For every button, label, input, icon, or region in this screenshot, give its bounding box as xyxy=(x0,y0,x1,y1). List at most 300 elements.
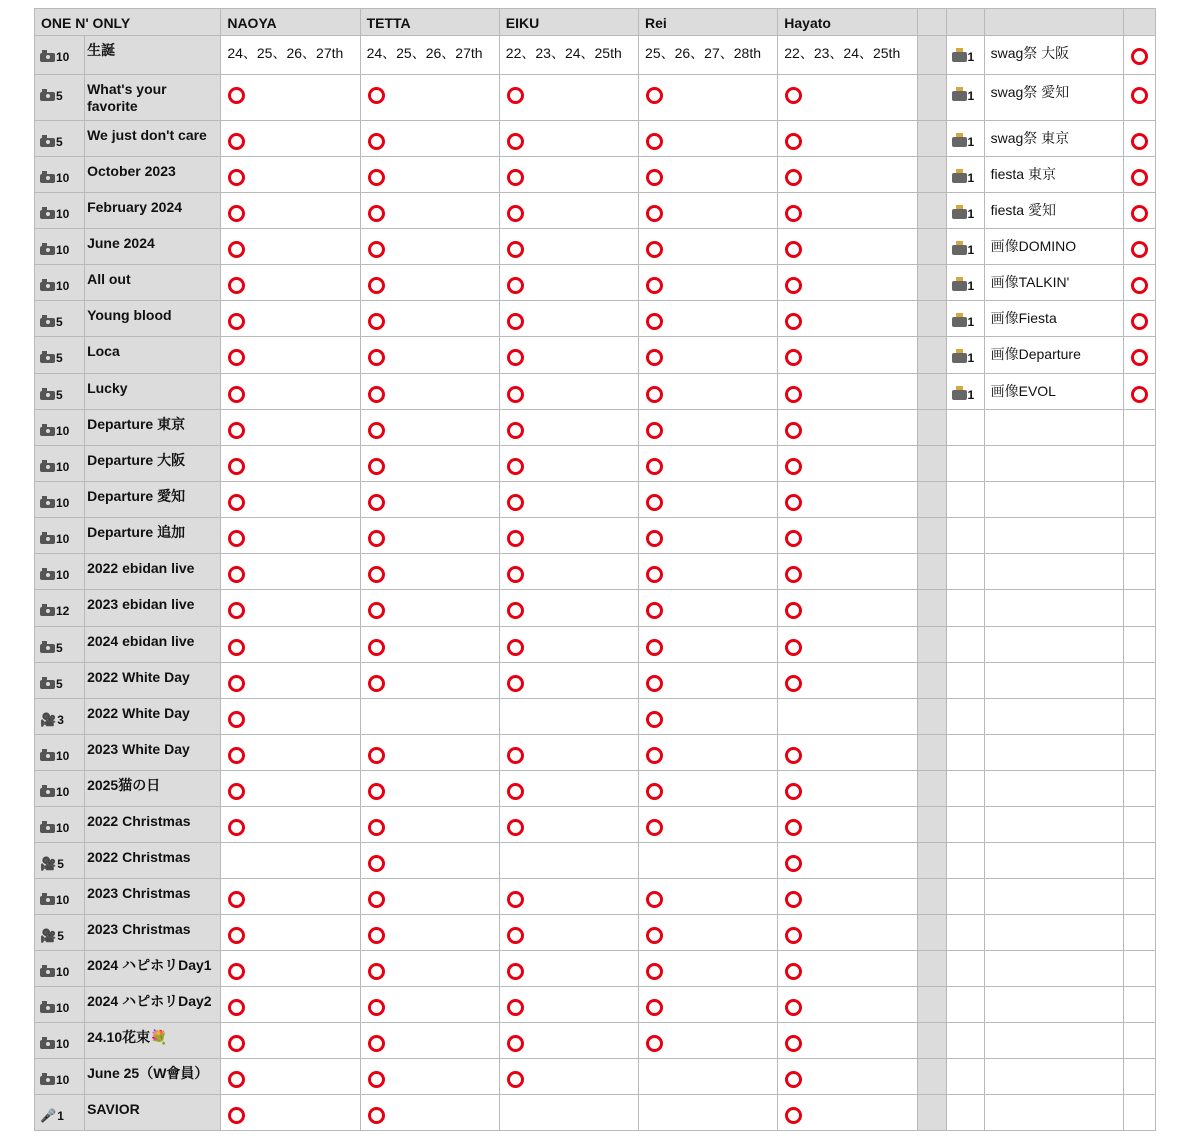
owned-circle-icon xyxy=(228,277,245,294)
cell-hayato xyxy=(778,121,917,157)
cell-tetta xyxy=(360,807,499,843)
right-item-mark-cell xyxy=(1123,229,1155,265)
item-type xyxy=(40,749,69,763)
cell-eiku xyxy=(499,843,638,879)
cell-hayato xyxy=(778,265,917,301)
spacer-cell xyxy=(917,987,946,1023)
table-row xyxy=(35,518,1156,554)
cell-hayato xyxy=(778,627,917,663)
header-hayato: Hayato xyxy=(778,9,917,36)
item-count: 10 xyxy=(56,424,70,438)
table-row xyxy=(35,374,1156,410)
owned-circle-icon xyxy=(507,313,524,330)
item-count: 3 xyxy=(57,713,64,727)
owned-circle-icon xyxy=(368,349,385,366)
right-item-mark-cell xyxy=(1123,951,1155,987)
item-title: All out xyxy=(85,265,221,301)
owned-circle-icon xyxy=(507,819,524,836)
table-row xyxy=(35,482,1156,518)
cell-hayato xyxy=(778,446,917,482)
right-item-mark-cell xyxy=(1123,590,1155,627)
owned-circle-icon xyxy=(646,205,663,222)
owned-circle-icon xyxy=(785,1035,802,1052)
owned-circle-icon xyxy=(228,422,245,439)
camera-icon xyxy=(40,896,55,905)
owned-circle-icon xyxy=(368,169,385,186)
table-row xyxy=(35,987,1156,1023)
cell-tetta xyxy=(360,410,499,446)
cell-naoya xyxy=(221,771,360,807)
owned-circle-icon xyxy=(368,205,385,222)
item-count: 5 xyxy=(57,857,64,871)
item-type xyxy=(40,315,63,329)
cell-tetta xyxy=(360,482,499,518)
right-item-mark-cell xyxy=(1123,410,1155,446)
owned-circle-icon xyxy=(785,747,802,764)
item-title: 2024 ハピホリDay2 xyxy=(85,987,221,1023)
right-item-type-cell xyxy=(946,699,984,735)
right-item-type-cell xyxy=(946,843,984,879)
owned-circle-icon xyxy=(785,819,802,836)
cell-naoya xyxy=(221,1095,360,1131)
owned-circle-icon xyxy=(228,349,245,366)
cell-naoya xyxy=(221,410,360,446)
item-title: 2022 White Day xyxy=(85,663,221,699)
owned-circle-icon xyxy=(646,783,663,800)
owned-circle-icon xyxy=(785,349,802,366)
cell-rei xyxy=(639,735,778,771)
cell-eiku xyxy=(499,193,638,229)
owned-circle-icon xyxy=(1131,133,1148,150)
cell-tetta xyxy=(360,771,499,807)
owned-circle-icon xyxy=(785,205,802,222)
item-type-cell xyxy=(35,121,85,157)
right-item-type-cell xyxy=(946,121,984,157)
item-count: 5 xyxy=(56,388,63,402)
owned-circle-icon xyxy=(507,963,524,980)
item-type-cell xyxy=(35,301,85,337)
owned-circle-icon xyxy=(228,602,245,619)
right-item-mark-cell xyxy=(1123,1059,1155,1095)
owned-circle-icon xyxy=(228,639,245,656)
owned-circle-icon xyxy=(507,747,524,764)
camera-icon xyxy=(40,391,55,400)
owned-circle-icon xyxy=(785,458,802,475)
right-item-count: 1 xyxy=(967,279,975,293)
camera-icon xyxy=(40,92,55,101)
right-item-count: 1 xyxy=(967,135,975,149)
item-type-cell xyxy=(35,374,85,410)
camera-icon xyxy=(40,499,55,508)
spacer-cell xyxy=(917,554,946,590)
item-count: 10 xyxy=(56,568,70,582)
right-item-name xyxy=(984,915,1123,951)
item-title: 2023 White Day xyxy=(85,735,221,771)
owned-circle-icon xyxy=(368,494,385,511)
cell-hayato xyxy=(778,374,917,410)
spacer-cell xyxy=(917,590,946,627)
right-item-type-cell xyxy=(946,518,984,554)
owned-circle-icon xyxy=(646,963,663,980)
table-row xyxy=(35,879,1156,915)
camera-flash-icon xyxy=(952,91,967,101)
item-type xyxy=(40,171,69,185)
right-item-mark-cell xyxy=(1123,1023,1155,1059)
item-count: 10 xyxy=(56,965,70,979)
cell-tetta xyxy=(360,951,499,987)
owned-circle-icon xyxy=(228,87,245,104)
right-item-mark-cell xyxy=(1123,301,1155,337)
owned-circle-icon xyxy=(646,711,663,728)
right-item-name: 画像DOMINO xyxy=(984,229,1123,265)
video-camera-icon: 🎥 xyxy=(40,712,57,727)
right-item-type-cell xyxy=(946,193,984,229)
item-title: October 2023 xyxy=(85,157,221,193)
right-item-name xyxy=(984,482,1123,518)
item-type-cell xyxy=(35,518,85,554)
owned-circle-icon xyxy=(646,386,663,403)
camera-icon xyxy=(40,427,55,436)
right-item-type-cell xyxy=(946,482,984,518)
item-title: We just don't care xyxy=(85,121,221,157)
cell-tetta xyxy=(360,301,499,337)
item-type-cell xyxy=(35,987,85,1023)
cell-hayato xyxy=(778,735,917,771)
camera-icon xyxy=(40,354,55,363)
camera-flash-icon xyxy=(952,281,967,291)
cell-rei xyxy=(639,121,778,157)
right-item-type-cell xyxy=(946,229,984,265)
right-item-mark-cell xyxy=(1123,75,1155,121)
cell-hayato xyxy=(778,915,917,951)
item-count: 5 xyxy=(57,929,64,943)
cell-naoya xyxy=(221,879,360,915)
cell-naoya xyxy=(221,518,360,554)
item-type xyxy=(40,279,69,293)
camera-flash-icon xyxy=(952,52,967,62)
cell-hayato xyxy=(778,482,917,518)
owned-circle-icon xyxy=(368,1035,385,1052)
owned-circle-icon xyxy=(785,639,802,656)
item-title: 24.10花束💐 xyxy=(85,1023,221,1059)
right-item-mark-cell xyxy=(1123,554,1155,590)
item-type xyxy=(40,857,64,871)
cell-naoya xyxy=(221,987,360,1023)
cell-rei xyxy=(639,193,778,229)
spacer-cell xyxy=(917,843,946,879)
item-title: 2023 ebidan live xyxy=(85,590,221,627)
item-type xyxy=(40,135,63,149)
owned-circle-icon xyxy=(646,349,663,366)
item-type-cell xyxy=(35,1023,85,1059)
cell-hayato xyxy=(778,157,917,193)
item-type-cell xyxy=(35,193,85,229)
cell-tetta xyxy=(360,915,499,951)
table-row xyxy=(35,554,1156,590)
right-item-type-cell xyxy=(946,75,984,121)
cell-hayato xyxy=(778,987,917,1023)
cell-naoya xyxy=(221,446,360,482)
cell-hayato xyxy=(778,410,917,446)
item-count: 10 xyxy=(56,207,70,221)
table-row xyxy=(35,699,1156,735)
owned-circle-icon xyxy=(507,675,524,692)
item-title: 2023 Christmas xyxy=(85,915,221,951)
right-item-mark-cell xyxy=(1123,337,1155,374)
item-type xyxy=(40,50,69,64)
item-type-cell xyxy=(35,735,85,771)
cell-hayato xyxy=(778,554,917,590)
item-count: 5 xyxy=(56,135,63,149)
item-title: 2022 Christmas xyxy=(85,843,221,879)
right-item-type-cell xyxy=(946,265,984,301)
table-row xyxy=(35,337,1156,374)
item-type xyxy=(40,388,63,402)
item-type xyxy=(40,424,69,438)
owned-circle-icon xyxy=(1131,241,1148,258)
owned-circle-icon xyxy=(228,783,245,800)
right-item-name xyxy=(984,987,1123,1023)
owned-circle-icon xyxy=(368,277,385,294)
item-type xyxy=(40,532,69,546)
item-count: 10 xyxy=(56,243,70,257)
cell-tetta xyxy=(360,265,499,301)
item-title: Young blood xyxy=(85,301,221,337)
right-item-mark-cell xyxy=(1123,771,1155,807)
item-count: 10 xyxy=(56,1073,70,1087)
table-row xyxy=(35,265,1156,301)
cell-hayato xyxy=(778,843,917,879)
camera-icon xyxy=(40,824,55,833)
right-item-type-cell xyxy=(946,554,984,590)
item-type-cell xyxy=(35,627,85,663)
owned-circle-icon xyxy=(507,530,524,547)
right-item-name xyxy=(984,663,1123,699)
right-item-mark-cell xyxy=(1123,879,1155,915)
owned-circle-icon xyxy=(228,927,245,944)
item-type-cell xyxy=(35,771,85,807)
cell-hayato xyxy=(778,879,917,915)
spacer-cell xyxy=(917,75,946,121)
cell-eiku xyxy=(499,301,638,337)
right-item-name: fiesta 東京 xyxy=(984,157,1123,193)
owned-circle-icon xyxy=(646,313,663,330)
cell-rei xyxy=(639,663,778,699)
owned-circle-icon xyxy=(228,205,245,222)
item-type-cell xyxy=(35,36,85,75)
right-item-mark-cell xyxy=(1123,36,1155,75)
table-row xyxy=(35,627,1156,663)
right-item-name: 画像Departure xyxy=(984,337,1123,374)
header-tetta: TETTA xyxy=(360,9,499,36)
cell-tetta xyxy=(360,735,499,771)
camera-flash-icon xyxy=(952,137,967,147)
owned-circle-icon xyxy=(785,1071,802,1088)
cell-rei xyxy=(639,265,778,301)
cell-rei xyxy=(639,229,778,265)
item-count: 1 xyxy=(57,1109,64,1123)
item-type-cell xyxy=(35,590,85,627)
cell-rei xyxy=(639,1059,778,1095)
camera-icon xyxy=(40,318,55,327)
owned-circle-icon xyxy=(507,494,524,511)
right-item-type xyxy=(952,351,975,365)
header-empty xyxy=(917,9,946,36)
item-title: 2024 ハピホリDay1 xyxy=(85,951,221,987)
cell-rei xyxy=(639,590,778,627)
item-type xyxy=(40,207,69,221)
item-type-cell xyxy=(35,229,85,265)
right-item-type xyxy=(952,171,975,185)
cell-naoya xyxy=(221,265,360,301)
item-type-cell xyxy=(35,1059,85,1095)
item-title: 2025猫の日 xyxy=(85,771,221,807)
item-type-cell xyxy=(35,446,85,482)
item-type-cell xyxy=(35,699,85,735)
owned-circle-icon xyxy=(507,566,524,583)
item-count: 10 xyxy=(56,1001,70,1015)
item-type xyxy=(40,89,63,103)
right-item-mark-cell xyxy=(1123,157,1155,193)
item-type-cell xyxy=(35,265,85,301)
owned-circle-icon xyxy=(507,386,524,403)
item-type xyxy=(40,965,69,979)
camera-icon xyxy=(40,246,55,255)
right-item-name xyxy=(984,627,1123,663)
spacer-cell xyxy=(917,663,946,699)
item-count: 10 xyxy=(56,496,70,510)
item-title: June 25（W會員） xyxy=(85,1059,221,1095)
owned-circle-icon xyxy=(507,783,524,800)
camera-icon xyxy=(40,788,55,797)
cell-eiku xyxy=(499,482,638,518)
cell-tetta xyxy=(360,193,499,229)
cell-eiku xyxy=(499,807,638,843)
table-row xyxy=(35,915,1156,951)
item-count: 10 xyxy=(56,171,70,185)
camera-icon xyxy=(40,138,55,147)
right-item-count: 1 xyxy=(967,89,975,103)
item-count: 10 xyxy=(56,532,70,546)
item-type xyxy=(40,604,69,618)
item-type xyxy=(40,568,69,582)
camera-icon xyxy=(40,463,55,472)
owned-circle-icon xyxy=(1131,205,1148,222)
cell-hayato xyxy=(778,590,917,627)
cell-eiku xyxy=(499,121,638,157)
spacer-cell xyxy=(917,915,946,951)
item-type-cell xyxy=(35,75,85,121)
cell-naoya xyxy=(221,121,360,157)
table-row xyxy=(35,1059,1156,1095)
item-type xyxy=(40,821,69,835)
right-item-type-cell xyxy=(946,663,984,699)
owned-circle-icon xyxy=(646,675,663,692)
camera-flash-icon xyxy=(952,317,967,327)
cell-eiku xyxy=(499,554,638,590)
right-item-type xyxy=(952,89,975,103)
owned-circle-icon xyxy=(228,530,245,547)
table-row xyxy=(35,446,1156,482)
right-item-type-cell xyxy=(946,987,984,1023)
spacer-cell xyxy=(917,807,946,843)
item-title: What's your favorite xyxy=(85,75,221,121)
owned-circle-icon xyxy=(368,855,385,872)
right-item-mark-cell xyxy=(1123,843,1155,879)
right-item-type-cell xyxy=(946,410,984,446)
right-item-mark-cell xyxy=(1123,1095,1155,1131)
owned-circle-icon xyxy=(368,422,385,439)
right-item-name xyxy=(984,554,1123,590)
right-item-count: 1 xyxy=(967,171,975,185)
owned-circle-icon xyxy=(368,639,385,656)
cell-hayato xyxy=(778,807,917,843)
table-row xyxy=(35,193,1156,229)
owned-circle-icon xyxy=(646,494,663,511)
item-title: June 2024 xyxy=(85,229,221,265)
right-item-count: 1 xyxy=(967,207,975,221)
right-item-name xyxy=(984,951,1123,987)
item-count: 5 xyxy=(56,677,63,691)
cell-naoya xyxy=(221,951,360,987)
right-item-type-cell xyxy=(946,374,984,410)
item-title: 2024 ebidan live xyxy=(85,627,221,663)
owned-circle-icon xyxy=(228,711,245,728)
video-camera-icon: 🎥 xyxy=(40,856,57,871)
right-item-type xyxy=(952,388,975,402)
right-item-name: 画像TALKIN' xyxy=(984,265,1123,301)
spacer-cell xyxy=(917,265,946,301)
right-item-type-cell xyxy=(946,915,984,951)
cell-hayato xyxy=(778,193,917,229)
owned-circle-icon xyxy=(507,422,524,439)
owned-circle-icon xyxy=(785,783,802,800)
cell-eiku xyxy=(499,518,638,554)
table-row xyxy=(35,229,1156,265)
item-type xyxy=(40,641,63,655)
item-type-cell xyxy=(35,337,85,374)
cell-naoya xyxy=(221,663,360,699)
right-item-mark-cell xyxy=(1123,699,1155,735)
header-group-name: ONE N' ONLY xyxy=(35,9,221,36)
owned-circle-icon xyxy=(1131,87,1148,104)
owned-circle-icon xyxy=(228,386,245,403)
cell-tetta xyxy=(360,1095,499,1131)
cell-eiku xyxy=(499,75,638,121)
owned-circle-icon xyxy=(368,819,385,836)
camera-flash-icon xyxy=(952,245,967,255)
cell-eiku xyxy=(499,1059,638,1095)
cell-tetta xyxy=(360,157,499,193)
item-count: 10 xyxy=(56,893,70,907)
owned-circle-icon xyxy=(785,963,802,980)
item-title: Departure 大阪 xyxy=(85,446,221,482)
item-title: 2022 White Day xyxy=(85,699,221,735)
item-type xyxy=(40,1073,69,1087)
owned-circle-icon xyxy=(507,602,524,619)
table-row xyxy=(35,843,1156,879)
owned-circle-icon xyxy=(507,87,524,104)
table-row xyxy=(35,157,1156,193)
birthday-dates-rei: 25、26、27、28th xyxy=(639,36,778,75)
cell-tetta xyxy=(360,987,499,1023)
right-item-type-cell xyxy=(946,771,984,807)
table-row xyxy=(35,771,1156,807)
right-item-count: 1 xyxy=(967,388,975,402)
cell-naoya xyxy=(221,1059,360,1095)
right-item-type-cell xyxy=(946,337,984,374)
right-item-name xyxy=(984,735,1123,771)
